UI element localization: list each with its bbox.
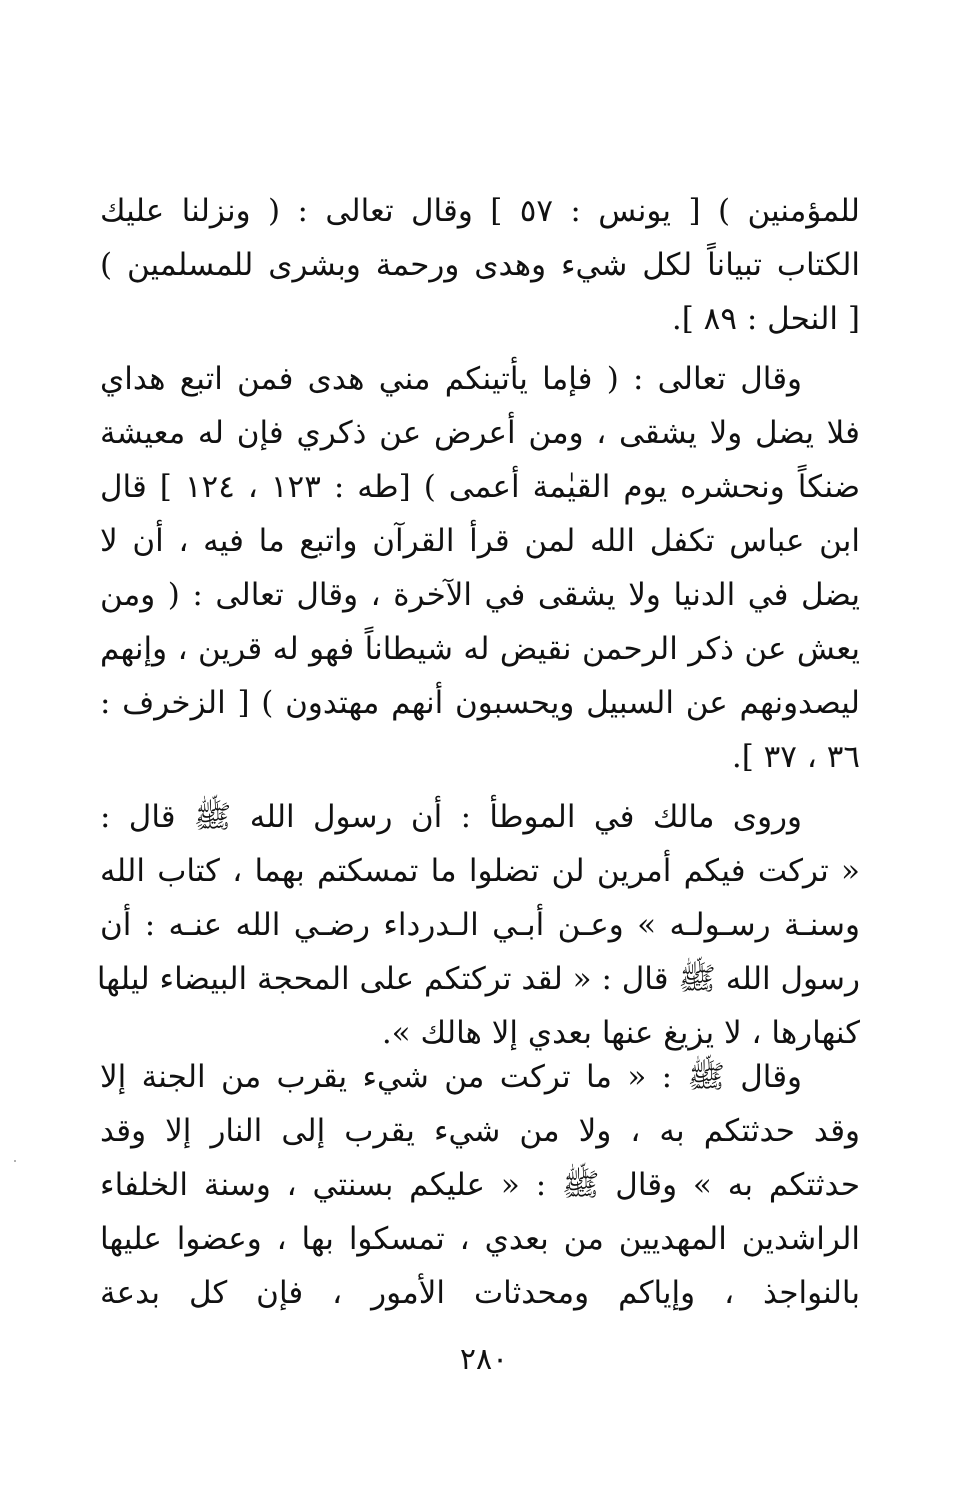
paragraph-line: ابن عباس تكفل الله لمن قرأ القرآن واتبع ما فيه ، أن لا xyxy=(100,523,860,559)
paragraph-line: الكتاب تبياناً لكل شيء وهدى ورحمة وبشرى للمسلمين ) xyxy=(100,247,860,283)
paragraph-line: [ النحل : ٨٩ ]. xyxy=(671,301,860,337)
paragraph-3 xyxy=(96,790,860,1060)
paragraph-line: كنهارها ، لا يزيغ عنها بعدي إلا هالك ». xyxy=(381,1015,860,1051)
scan-speck xyxy=(14,1160,16,1162)
paragraph-line: بالنواجذ ، وإياكم ومحدثات الأمور ، فإن كل بدعة xyxy=(100,1275,860,1311)
paragraph-2 xyxy=(100,352,860,784)
paragraph-line: ضنكاً ونحشره يوم القيٰمة أعمى ) [طه : ١٢٣ ، ١٢٤ ] قال xyxy=(100,469,861,505)
paragraph-line: وقال ﷺ : « ما تركت من شيء يقرب من الجنة إلا xyxy=(100,1059,802,1095)
page-number: ٢٨٠ xyxy=(459,1342,509,1377)
paragraph-line: فلا يضل ولا يشقى ، ومن أعرض عن ذكري فإن له معيشة xyxy=(100,415,860,451)
paragraph-line: ٣٦ ، ٣٧ ]. xyxy=(731,739,860,775)
paragraph-4 xyxy=(100,1050,860,1320)
paragraph-line: وروى مالك في الموطأ : أن رسول الله ﷺ قال : xyxy=(100,799,802,835)
paragraph-line: الراشدين المهديين من بعدي ، تمسكوا بها ، وعضوا عليها xyxy=(100,1221,860,1257)
paragraph-1 xyxy=(100,184,860,346)
paragraph-line: وسنـة رسـولـه » وعـن أبـي الـدرداء رضـي الله عنـه : أن xyxy=(100,907,860,943)
paragraph-line: وقد حدثتكم به ، ولا من شيء يقرب إلى النار إلا وقد xyxy=(100,1113,860,1149)
paragraph-line: رسول الله ﷺ قال : « لقد تركتكم على المحجة البيضاء ليلها xyxy=(96,961,860,997)
paragraph-line: وقال تعالى : ( فإما يأتينكم مني هدى فمن اتبع هداي xyxy=(100,361,802,397)
paragraph-line: حدثتكم به » وقال ﷺ : « عليكم بسنتي ، وسنة الخلفاء xyxy=(100,1167,860,1203)
paragraph-line: يضل في الدنيا ولا يشقى في الآخرة ، وقال تعالى : ( ومن xyxy=(100,577,860,613)
paragraph-line: « تركت فيكم أمرين لن تضلوا ما تمسكتم بهما ، كتاب الله xyxy=(100,853,860,889)
paragraph-line: ليصدونهم عن السبيل ويحسبون أنهم مهتدون ) [ الزخرف : xyxy=(100,685,860,721)
paragraph-line: يعش عن ذكر الرحمن نقيض له شيطاناً فهو له قرين ، وإنهم xyxy=(100,631,860,667)
paragraph-line: للمؤمنين ) [ يونس : ٥٧ ] وقال تعالى : ( ونزلنا عليك xyxy=(100,193,860,229)
